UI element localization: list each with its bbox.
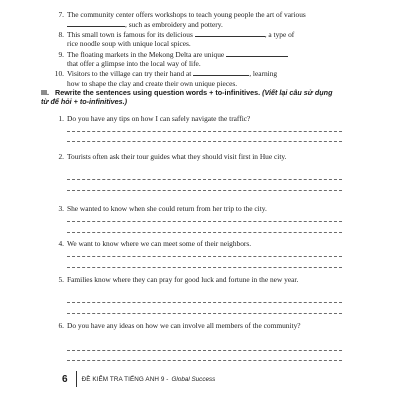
- book-title: ĐỀ KIỂM TRA TIẾNG ANH 9 -: [81, 375, 169, 383]
- item-text-continued: rice noodle soup with unique local spices.: [67, 39, 191, 49]
- answer-blank[interactable]: [193, 69, 249, 76]
- answer-line[interactable]: [67, 302, 342, 303]
- question-4: [52, 238, 342, 272]
- fill-in-items: [52, 10, 342, 89]
- item-number: 7.: [58, 10, 64, 19]
- item-text-after: , a type of: [264, 29, 295, 39]
- question-number: 2.: [58, 152, 64, 161]
- question-text: Do you have any tips on how I can safely navigate the traffic?: [67, 114, 251, 123]
- question-1: [52, 113, 342, 143]
- question-number: 5.: [58, 275, 64, 284]
- answer-line[interactable]: [67, 350, 342, 351]
- page-number: 6: [62, 373, 68, 385]
- item-number: 9.: [58, 49, 64, 59]
- question-text: We want to know where we can meet some of their neighbors.: [67, 239, 252, 248]
- item-text-after: , learning: [249, 69, 278, 79]
- answer-blank[interactable]: [67, 20, 125, 27]
- question-3: [52, 203, 342, 237]
- footer-divider: [76, 371, 77, 387]
- answer-line[interactable]: [67, 232, 342, 233]
- section-heading: [41, 88, 341, 107]
- answer-line[interactable]: [67, 179, 342, 180]
- page-footer: [62, 369, 215, 389]
- item-number: 8.: [58, 29, 64, 39]
- question-5: [52, 274, 342, 316]
- answer-line[interactable]: [67, 256, 342, 257]
- answer-blank[interactable]: [226, 50, 288, 57]
- answer-line[interactable]: [67, 313, 342, 314]
- fill-in-item-8: [52, 30, 342, 49]
- question-number: 6.: [58, 321, 64, 330]
- fill-in-item-9: [52, 50, 342, 69]
- section-title: Rewrite the sentences using question words + to-infinitives.: [55, 88, 261, 97]
- section-title-vietnamese: (Viết lại câu sử dụng từ để hỏi + to-infinitives.): [41, 88, 333, 107]
- question-2: [52, 151, 342, 193]
- answer-line[interactable]: [67, 141, 342, 142]
- item-text: Visitors to the village can try their hand at: [67, 69, 192, 79]
- answer-line[interactable]: [67, 360, 342, 361]
- question-text: Do you have any ideas on how we can involve all members of the community?: [67, 321, 301, 330]
- item-text: This small town is famous for its delicious: [67, 29, 193, 39]
- question-number: 4.: [58, 239, 64, 248]
- fill-in-item-10: [52, 69, 342, 88]
- question-number: 1.: [58, 114, 64, 123]
- answer-line[interactable]: [67, 221, 342, 222]
- answer-line[interactable]: [67, 190, 342, 191]
- item-text-continued: how to shape the clay and create their own unique pieces.: [67, 78, 238, 88]
- question-text: She wanted to know when she could return from her trip to the city.: [67, 204, 267, 213]
- answer-line[interactable]: [67, 131, 342, 132]
- answer-line[interactable]: [67, 267, 342, 268]
- item-number: 10.: [54, 69, 64, 79]
- answer-blank[interactable]: [195, 30, 265, 37]
- question-6: [52, 320, 342, 365]
- question-number: 3.: [58, 204, 64, 213]
- item-text-continued: that offer a glimpse into the local way of life.: [67, 59, 201, 69]
- item-text-after: , such as embroidery and pottery.: [125, 19, 223, 29]
- book-subtitle: Global Success: [171, 375, 216, 383]
- section-number: III.: [41, 88, 49, 97]
- item-text: The floating markets in the Mekong Delta are unique: [67, 49, 225, 59]
- question-text: Families know where they can pray for good luck and fortune in the new year.: [67, 275, 299, 284]
- item-text: The community center offers workshops to teach young people the art of various: [67, 10, 306, 19]
- fill-in-item-7: [52, 10, 342, 29]
- question-text: Tourists often ask their tour guides what they should visit first in Hue city.: [67, 152, 287, 161]
